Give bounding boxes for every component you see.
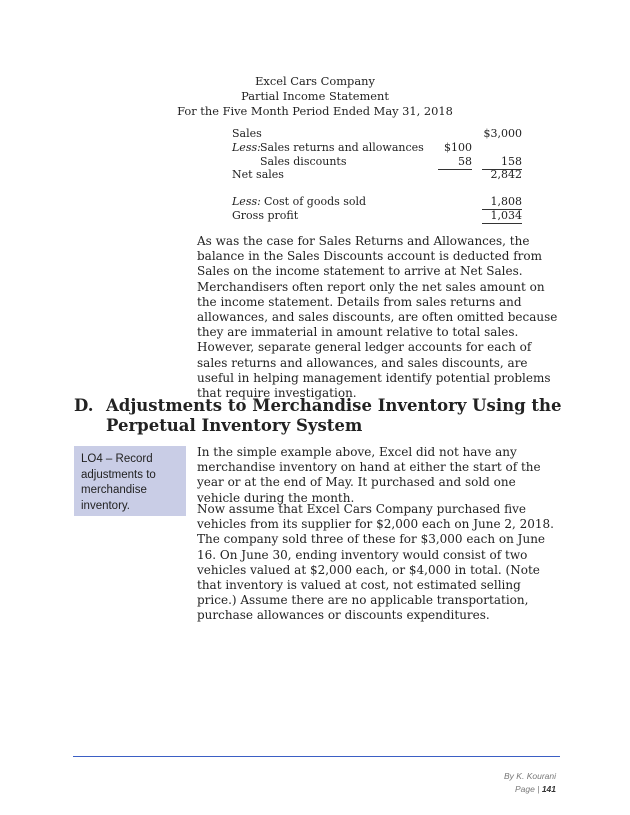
paragraph-assumption: Now assume that Excel Cars Company purchased five vehicles from its supplier for $2,000 each on June 2, 2018. The company sold three of these for $3,000 each on June 16. On June 30, ending inventory would consist of two vehicles valued at $2,000 each, or $4,000 in total. (Note that inventory is valued at cost, not estimated selling price.) Assume there are no applicable transportation, purchase allowances or discounts expenditures. [197,502,554,623]
statement-company: Excel Cars Company [255,74,375,88]
cogs-total: 1,808 [482,195,522,210]
sales-label: Sales [232,127,262,140]
discounts-amount: 58 [438,155,472,170]
footer-rule [73,756,560,757]
page-number: 141 [541,784,556,794]
page-label: Page | [515,784,540,794]
learning-objective-note: LO4 – Record adjustments to merchandise inventory. [74,446,186,516]
gross-profit-label: Gross profit [232,209,299,222]
returns-amount: $100 [444,141,472,154]
less-label: Less: [232,141,261,154]
paragraph-sales-discounts: As was the case for Sales Returns and Allowances, the balance in the Sales Discounts account is deducted from Sales on the income statement to arrive at Net Sales. Merchandisers often report only the net sales amount on the income statement. Details from sales returns and allowances, and sales discounts, are often omitted because they are immaterial in amount relative to total sales. However, separate general ledger accounts for each of sales returns and allowances, and sales discounts, are useful in helping management identify potential problems that require investigation. [197,234,558,401]
net-sales-label: Net sales [232,168,284,181]
cogs-less-label: Less: [232,195,261,208]
footer-author: By K. Kourani [504,771,556,781]
footer-page [400,783,556,795]
discounts-label: Sales discounts [260,155,347,168]
sales-total: $3,000 [483,127,522,140]
statement-title: Partial Income Statement [241,89,389,103]
net-sales-total: 2,842 [490,168,522,181]
deductions-total: 158 [482,155,522,170]
section-title: Adjustments to Merchandise Inventory Using the Perpetual Inventory System [106,396,562,435]
section-letter: D. [74,396,94,415]
returns-label: Sales returns and allowances [260,141,424,154]
gross-profit-total: 1,034 [482,209,522,224]
statement-period: For the Five Month Period Ended May 31, 2018 [177,104,453,118]
paragraph-simple-example: In the simple example above, Excel did not have any merchandise inventory on hand at either the start of the year or at the end of May. It purchased and sold one vehicle during the month. [197,445,541,505]
cogs-label: Cost of goods sold [264,195,367,208]
